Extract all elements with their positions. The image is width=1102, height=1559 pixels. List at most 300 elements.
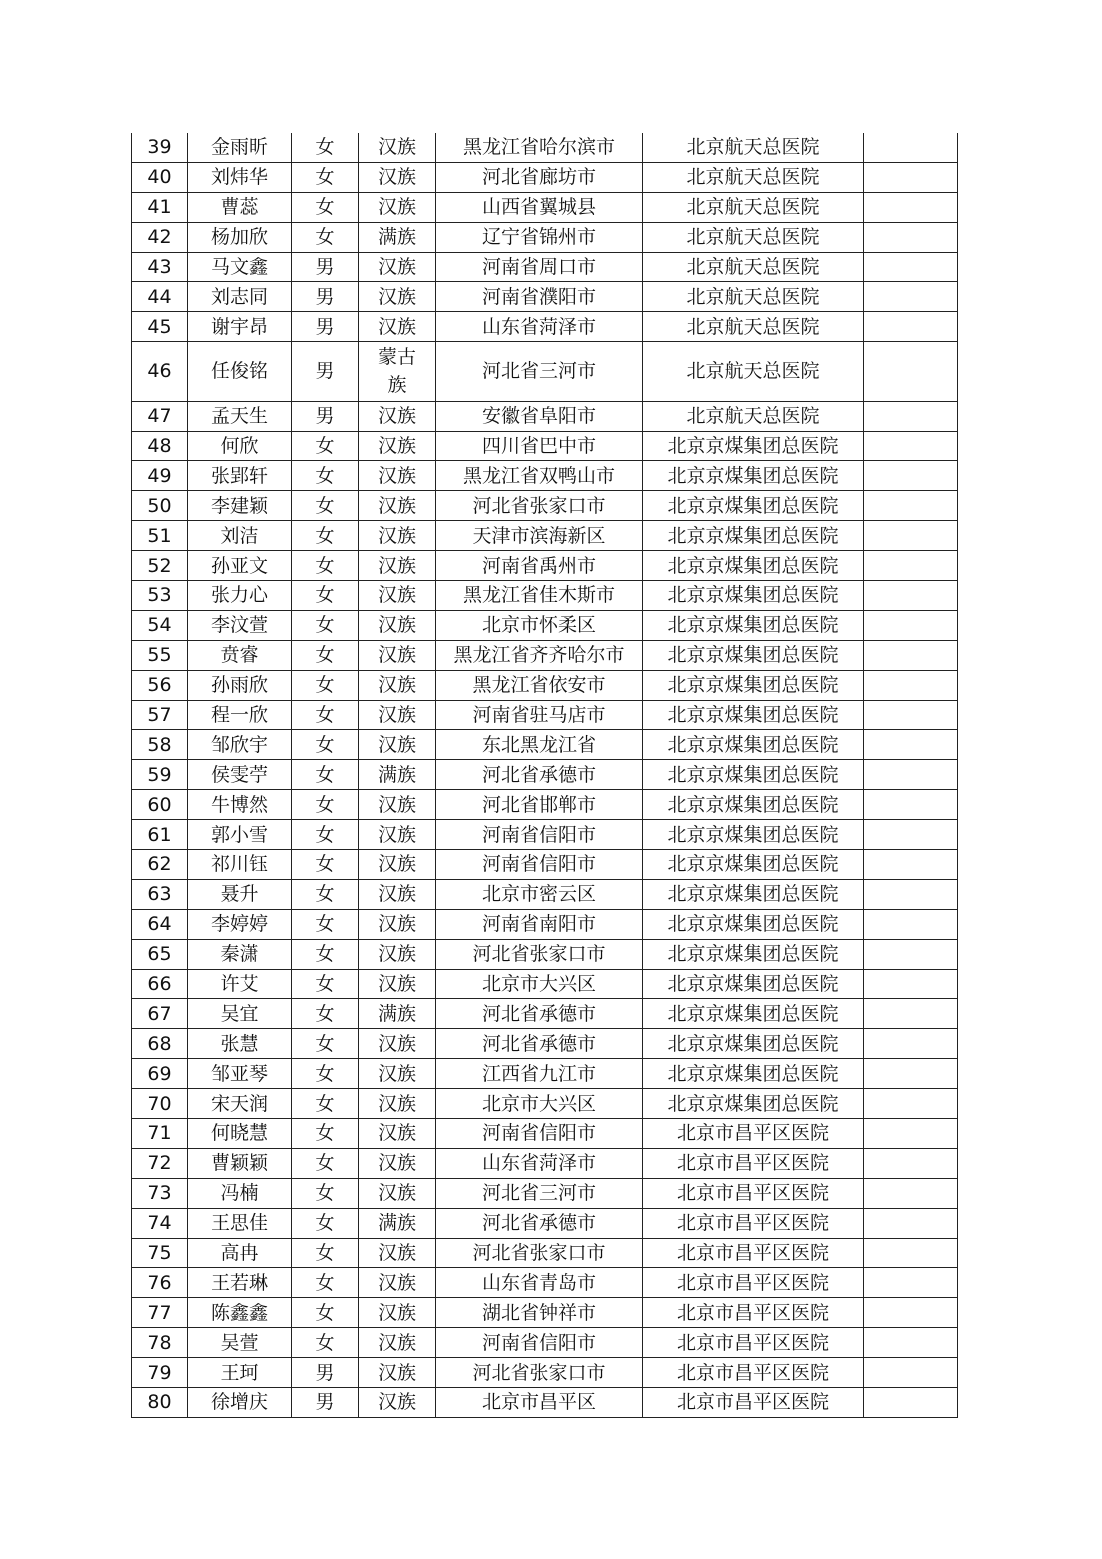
hospital-cell: 北京市昌平区医院 bbox=[643, 1148, 864, 1178]
table-row bbox=[132, 521, 958, 551]
table-row bbox=[132, 1358, 958, 1388]
note-cell bbox=[864, 879, 958, 909]
note-cell bbox=[864, 610, 958, 640]
note-cell bbox=[864, 909, 958, 939]
origin-cell: 河北省廊坊市 bbox=[436, 162, 643, 192]
gender-cell: 男 bbox=[292, 401, 359, 431]
ethnicity-cell: 汉族 bbox=[359, 252, 436, 282]
table-row bbox=[132, 969, 958, 999]
ethnicity-cell: 汉族 bbox=[359, 939, 436, 969]
ethnicity-cell: 汉族 bbox=[359, 431, 436, 461]
hospital-cell: 北京航天总医院 bbox=[643, 252, 864, 282]
row-number-cell: 58 bbox=[132, 730, 188, 760]
table-row bbox=[132, 790, 958, 820]
ethnicity-cell: 满族 bbox=[359, 222, 436, 252]
hospital-cell: 北京航天总医院 bbox=[643, 192, 864, 222]
gender-cell: 女 bbox=[292, 1119, 359, 1149]
hospital-cell: 北京京煤集团总医院 bbox=[643, 1059, 864, 1089]
ethnicity-cell: 汉族 bbox=[359, 521, 436, 551]
gender-cell: 女 bbox=[292, 670, 359, 700]
ethnicity-cell: 汉族 bbox=[359, 1238, 436, 1268]
ethnicity-cell: 汉族 bbox=[359, 610, 436, 640]
note-cell bbox=[864, 1358, 958, 1388]
hospital-cell: 北京京煤集团总医院 bbox=[643, 1029, 864, 1059]
origin-cell: 河北省张家口市 bbox=[436, 491, 643, 521]
ethnicity-cell: 汉族 bbox=[359, 1059, 436, 1089]
name-cell: 刘炜华 bbox=[188, 162, 292, 192]
note-cell bbox=[864, 939, 958, 969]
table-row bbox=[132, 999, 958, 1029]
row-number-cell: 46 bbox=[132, 342, 188, 401]
name-cell: 曹蕊 bbox=[188, 192, 292, 222]
name-cell: 程一欣 bbox=[188, 700, 292, 730]
name-cell: 侯雯苧 bbox=[188, 760, 292, 790]
note-cell bbox=[864, 1059, 958, 1089]
hospital-cell: 北京京煤集团总医院 bbox=[643, 610, 864, 640]
name-cell: 任俊铭 bbox=[188, 342, 292, 401]
table-row bbox=[132, 760, 958, 790]
name-cell: 李汶萱 bbox=[188, 610, 292, 640]
origin-cell: 河南省禹州市 bbox=[436, 551, 643, 581]
table-row bbox=[132, 431, 958, 461]
name-cell: 张力心 bbox=[188, 580, 292, 610]
roster-body bbox=[132, 133, 958, 1417]
name-cell: 张郢轩 bbox=[188, 461, 292, 491]
origin-cell: 河南省信阳市 bbox=[436, 849, 643, 879]
hospital-cell: 北京京煤集团总医院 bbox=[643, 431, 864, 461]
origin-cell: 东北黑龙江省 bbox=[436, 730, 643, 760]
row-number-cell: 79 bbox=[132, 1358, 188, 1388]
note-cell bbox=[864, 431, 958, 461]
note-cell bbox=[864, 521, 958, 551]
row-number-cell: 53 bbox=[132, 580, 188, 610]
row-number-cell: 77 bbox=[132, 1298, 188, 1328]
hospital-cell: 北京京煤集团总医院 bbox=[643, 790, 864, 820]
origin-cell: 北京市昌平区 bbox=[436, 1388, 643, 1418]
ethnicity-cell: 汉族 bbox=[359, 133, 436, 162]
gender-cell: 女 bbox=[292, 192, 359, 222]
table-row bbox=[132, 700, 958, 730]
ethnicity-cell: 汉族 bbox=[359, 312, 436, 342]
row-number-cell: 68 bbox=[132, 1029, 188, 1059]
note-cell bbox=[864, 969, 958, 999]
table-row bbox=[132, 1148, 958, 1178]
gender-cell: 女 bbox=[292, 879, 359, 909]
gender-cell: 女 bbox=[292, 222, 359, 252]
ethnicity-cell: 满族 bbox=[359, 760, 436, 790]
origin-cell: 河南省驻马店市 bbox=[436, 700, 643, 730]
ethnicity-cell: 汉族 bbox=[359, 1358, 436, 1388]
hospital-cell: 北京京煤集团总医院 bbox=[643, 700, 864, 730]
ethnicity-cell: 汉族 bbox=[359, 969, 436, 999]
table-row bbox=[132, 342, 958, 401]
name-cell: 马文鑫 bbox=[188, 252, 292, 282]
ethnicity-cell: 满族 bbox=[359, 999, 436, 1029]
table-row bbox=[132, 252, 958, 282]
row-number-cell: 39 bbox=[132, 133, 188, 162]
gender-cell: 女 bbox=[292, 580, 359, 610]
ethnicity-cell: 满族 bbox=[359, 1208, 436, 1238]
name-cell: 何欣 bbox=[188, 431, 292, 461]
hospital-cell: 北京京煤集团总医院 bbox=[643, 580, 864, 610]
note-cell bbox=[864, 730, 958, 760]
ethnicity-cell: 汉族 bbox=[359, 700, 436, 730]
name-cell: 孙亚文 bbox=[188, 551, 292, 581]
ethnicity-cell: 汉族 bbox=[359, 1089, 436, 1119]
note-cell bbox=[864, 1119, 958, 1149]
origin-cell: 四川省巴中市 bbox=[436, 431, 643, 461]
name-cell: 许艾 bbox=[188, 969, 292, 999]
table-row bbox=[132, 1298, 958, 1328]
note-cell bbox=[864, 551, 958, 581]
note-cell bbox=[864, 1029, 958, 1059]
hospital-cell: 北京市昌平区医院 bbox=[643, 1238, 864, 1268]
hospital-cell: 北京京煤集团总医院 bbox=[643, 491, 864, 521]
table-row bbox=[132, 312, 958, 342]
row-number-cell: 66 bbox=[132, 969, 188, 999]
name-cell: 孙雨欣 bbox=[188, 670, 292, 700]
note-cell bbox=[864, 580, 958, 610]
gender-cell: 女 bbox=[292, 1208, 359, 1238]
hospital-cell: 北京京煤集团总医院 bbox=[643, 521, 864, 551]
gender-cell: 女 bbox=[292, 162, 359, 192]
row-number-cell: 67 bbox=[132, 999, 188, 1029]
note-cell bbox=[864, 133, 958, 162]
row-number-cell: 42 bbox=[132, 222, 188, 252]
table-row bbox=[132, 551, 958, 581]
ethnicity-cell: 汉族 bbox=[359, 282, 436, 312]
origin-cell: 河北省邯郸市 bbox=[436, 790, 643, 820]
note-cell bbox=[864, 1298, 958, 1328]
gender-cell: 女 bbox=[292, 1059, 359, 1089]
gender-cell: 男 bbox=[292, 1358, 359, 1388]
ethnicity-cell: 汉族 bbox=[359, 461, 436, 491]
gender-cell: 女 bbox=[292, 1089, 359, 1119]
row-number-cell: 74 bbox=[132, 1208, 188, 1238]
hospital-cell: 北京京煤集团总医院 bbox=[643, 820, 864, 850]
row-number-cell: 61 bbox=[132, 820, 188, 850]
name-cell: 金雨昕 bbox=[188, 133, 292, 162]
gender-cell: 女 bbox=[292, 1268, 359, 1298]
gender-cell: 女 bbox=[292, 133, 359, 162]
note-cell bbox=[864, 700, 958, 730]
gender-cell: 女 bbox=[292, 999, 359, 1029]
gender-cell: 女 bbox=[292, 939, 359, 969]
gender-cell: 女 bbox=[292, 700, 359, 730]
origin-cell: 北京市密云区 bbox=[436, 879, 643, 909]
gender-cell: 女 bbox=[292, 790, 359, 820]
origin-cell: 河北省三河市 bbox=[436, 1178, 643, 1208]
note-cell bbox=[864, 1178, 958, 1208]
row-number-cell: 80 bbox=[132, 1388, 188, 1418]
note-cell bbox=[864, 820, 958, 850]
table-row bbox=[132, 1119, 958, 1149]
ethnicity-cell: 汉族 bbox=[359, 491, 436, 521]
name-cell: 吴宜 bbox=[188, 999, 292, 1029]
name-cell: 贲睿 bbox=[188, 640, 292, 670]
gender-cell: 男 bbox=[292, 282, 359, 312]
name-cell: 宋天润 bbox=[188, 1089, 292, 1119]
hospital-cell: 北京京煤集团总医院 bbox=[643, 551, 864, 581]
origin-cell: 河南省信阳市 bbox=[436, 820, 643, 850]
note-cell bbox=[864, 790, 958, 820]
origin-cell: 河北省张家口市 bbox=[436, 1358, 643, 1388]
note-cell bbox=[864, 401, 958, 431]
name-cell: 王珂 bbox=[188, 1358, 292, 1388]
name-cell: 刘志同 bbox=[188, 282, 292, 312]
gender-cell: 男 bbox=[292, 252, 359, 282]
hospital-cell: 北京市昌平区医院 bbox=[643, 1119, 864, 1149]
gender-cell: 女 bbox=[292, 610, 359, 640]
name-cell: 陈鑫鑫 bbox=[188, 1298, 292, 1328]
gender-cell: 女 bbox=[292, 909, 359, 939]
origin-cell: 北京市大兴区 bbox=[436, 969, 643, 999]
hospital-cell: 北京市昌平区医院 bbox=[643, 1298, 864, 1328]
note-cell bbox=[864, 252, 958, 282]
gender-cell: 女 bbox=[292, 1298, 359, 1328]
origin-cell: 北京市怀柔区 bbox=[436, 610, 643, 640]
ethnicity-cell: 汉族 bbox=[359, 1119, 436, 1149]
origin-cell: 河南省周口市 bbox=[436, 252, 643, 282]
table-row bbox=[132, 820, 958, 850]
hospital-cell: 北京航天总医院 bbox=[643, 162, 864, 192]
row-number-cell: 59 bbox=[132, 760, 188, 790]
hospital-cell: 北京市昌平区医院 bbox=[643, 1388, 864, 1418]
origin-cell: 河北省承德市 bbox=[436, 1029, 643, 1059]
row-number-cell: 56 bbox=[132, 670, 188, 700]
gender-cell: 男 bbox=[292, 1388, 359, 1418]
gender-cell: 女 bbox=[292, 431, 359, 461]
row-number-cell: 72 bbox=[132, 1148, 188, 1178]
row-number-cell: 57 bbox=[132, 700, 188, 730]
note-cell bbox=[864, 1328, 958, 1358]
ethnicity-cell: 汉族 bbox=[359, 1029, 436, 1059]
hospital-cell: 北京京煤集团总医院 bbox=[643, 969, 864, 999]
origin-cell: 河北省张家口市 bbox=[436, 1238, 643, 1268]
row-number-cell: 48 bbox=[132, 431, 188, 461]
ethnicity-cell: 汉族 bbox=[359, 909, 436, 939]
origin-cell: 河北省三河市 bbox=[436, 342, 643, 401]
table-row bbox=[132, 879, 958, 909]
origin-cell: 河南省信阳市 bbox=[436, 1328, 643, 1358]
origin-cell: 江西省九江市 bbox=[436, 1059, 643, 1089]
table-row bbox=[132, 401, 958, 431]
origin-cell: 安徽省阜阳市 bbox=[436, 401, 643, 431]
row-number-cell: 64 bbox=[132, 909, 188, 939]
origin-cell: 河南省濮阳市 bbox=[436, 282, 643, 312]
name-cell: 冯楠 bbox=[188, 1178, 292, 1208]
name-cell: 王思佳 bbox=[188, 1208, 292, 1238]
gender-cell: 男 bbox=[292, 312, 359, 342]
origin-cell: 山东省菏泽市 bbox=[436, 312, 643, 342]
hospital-cell: 北京京煤集团总医院 bbox=[643, 909, 864, 939]
table-row bbox=[132, 162, 958, 192]
table-row bbox=[132, 1178, 958, 1208]
row-number-cell: 50 bbox=[132, 491, 188, 521]
origin-cell: 天津市滨海新区 bbox=[436, 521, 643, 551]
row-number-cell: 51 bbox=[132, 521, 188, 551]
origin-cell: 北京市大兴区 bbox=[436, 1089, 643, 1119]
origin-cell: 河南省南阳市 bbox=[436, 909, 643, 939]
hospital-cell: 北京京煤集团总医院 bbox=[643, 760, 864, 790]
row-number-cell: 43 bbox=[132, 252, 188, 282]
name-cell: 孟天生 bbox=[188, 401, 292, 431]
table-row bbox=[132, 461, 958, 491]
gender-cell: 女 bbox=[292, 461, 359, 491]
gender-cell: 女 bbox=[292, 1029, 359, 1059]
hospital-cell: 北京航天总医院 bbox=[643, 401, 864, 431]
row-number-cell: 71 bbox=[132, 1119, 188, 1149]
row-number-cell: 47 bbox=[132, 401, 188, 431]
table-row bbox=[132, 640, 958, 670]
hospital-cell: 北京京煤集团总医院 bbox=[643, 879, 864, 909]
gender-cell: 女 bbox=[292, 1238, 359, 1268]
ethnicity-cell: 汉族 bbox=[359, 730, 436, 760]
note-cell bbox=[864, 1148, 958, 1178]
ethnicity-cell: 汉族 bbox=[359, 670, 436, 700]
note-cell bbox=[864, 849, 958, 879]
table-row bbox=[132, 1089, 958, 1119]
name-cell: 杨加欣 bbox=[188, 222, 292, 252]
note-cell bbox=[864, 342, 958, 401]
hospital-cell: 北京市昌平区医院 bbox=[643, 1328, 864, 1358]
hospital-cell: 北京京煤集团总医院 bbox=[643, 670, 864, 700]
roster-table bbox=[131, 133, 958, 1418]
ethnicity-cell: 汉族 bbox=[359, 401, 436, 431]
note-cell bbox=[864, 1238, 958, 1268]
name-cell: 高冉 bbox=[188, 1238, 292, 1268]
table-row bbox=[132, 580, 958, 610]
row-number-cell: 54 bbox=[132, 610, 188, 640]
origin-cell: 山西省翼城县 bbox=[436, 192, 643, 222]
hospital-cell: 北京京煤集团总医院 bbox=[643, 730, 864, 760]
hospital-cell: 北京京煤集团总医院 bbox=[643, 939, 864, 969]
row-number-cell: 45 bbox=[132, 312, 188, 342]
gender-cell: 女 bbox=[292, 1148, 359, 1178]
row-number-cell: 55 bbox=[132, 640, 188, 670]
name-cell: 牛博然 bbox=[188, 790, 292, 820]
table-row bbox=[132, 909, 958, 939]
row-number-cell: 65 bbox=[132, 939, 188, 969]
row-number-cell: 40 bbox=[132, 162, 188, 192]
origin-cell: 黑龙江省齐齐哈尔市 bbox=[436, 640, 643, 670]
table-row bbox=[132, 133, 958, 162]
table-row bbox=[132, 1059, 958, 1089]
gender-cell: 男 bbox=[292, 342, 359, 401]
row-number-cell: 73 bbox=[132, 1178, 188, 1208]
note-cell bbox=[864, 1208, 958, 1238]
table-row bbox=[132, 222, 958, 252]
note-cell bbox=[864, 222, 958, 252]
note-cell bbox=[864, 282, 958, 312]
row-number-cell: 49 bbox=[132, 461, 188, 491]
origin-cell: 山东省菏泽市 bbox=[436, 1148, 643, 1178]
row-number-cell: 44 bbox=[132, 282, 188, 312]
note-cell bbox=[864, 162, 958, 192]
table-row bbox=[132, 1268, 958, 1298]
gender-cell: 女 bbox=[292, 730, 359, 760]
ethnicity-cell: 汉族 bbox=[359, 162, 436, 192]
ethnicity-cell: 汉族 bbox=[359, 1328, 436, 1358]
row-number-cell: 52 bbox=[132, 551, 188, 581]
table-row bbox=[132, 1328, 958, 1358]
origin-cell: 黑龙江省佳木斯市 bbox=[436, 580, 643, 610]
ethnicity-cell: 汉族 bbox=[359, 640, 436, 670]
table-row bbox=[132, 1029, 958, 1059]
origin-cell: 黑龙江省双鸭山市 bbox=[436, 461, 643, 491]
ethnicity-cell: 汉族 bbox=[359, 1178, 436, 1208]
hospital-cell: 北京市昌平区医院 bbox=[643, 1178, 864, 1208]
ethnicity-cell: 汉族 bbox=[359, 849, 436, 879]
row-number-cell: 70 bbox=[132, 1089, 188, 1119]
name-cell: 邹欣宇 bbox=[188, 730, 292, 760]
gender-cell: 女 bbox=[292, 969, 359, 999]
table-row bbox=[132, 1208, 958, 1238]
origin-cell: 黑龙江省哈尔滨市 bbox=[436, 133, 643, 162]
row-number-cell: 62 bbox=[132, 849, 188, 879]
origin-cell: 山东省青岛市 bbox=[436, 1268, 643, 1298]
hospital-cell: 北京京煤集团总医院 bbox=[643, 1089, 864, 1119]
gender-cell: 女 bbox=[292, 640, 359, 670]
note-cell bbox=[864, 670, 958, 700]
note-cell bbox=[864, 1089, 958, 1119]
ethnicity-cell: 汉族 bbox=[359, 820, 436, 850]
table-row bbox=[132, 192, 958, 222]
name-cell: 何晓慧 bbox=[188, 1119, 292, 1149]
name-cell: 曹颖颖 bbox=[188, 1148, 292, 1178]
name-cell: 祁川钰 bbox=[188, 849, 292, 879]
ethnicity-cell: 汉族 bbox=[359, 551, 436, 581]
note-cell bbox=[864, 491, 958, 521]
gender-cell: 女 bbox=[292, 1328, 359, 1358]
table-row bbox=[132, 849, 958, 879]
name-cell: 刘洁 bbox=[188, 521, 292, 551]
gender-cell: 女 bbox=[292, 760, 359, 790]
note-cell bbox=[864, 1388, 958, 1418]
row-number-cell: 75 bbox=[132, 1238, 188, 1268]
hospital-cell: 北京航天总医院 bbox=[643, 222, 864, 252]
ethnicity-cell: 汉族 bbox=[359, 1268, 436, 1298]
name-cell: 郭小雪 bbox=[188, 820, 292, 850]
hospital-cell: 北京京煤集团总医院 bbox=[643, 849, 864, 879]
name-cell: 聂升 bbox=[188, 879, 292, 909]
ethnicity-cell: 汉族 bbox=[359, 1388, 436, 1418]
name-cell: 张慧 bbox=[188, 1029, 292, 1059]
name-cell: 李婷婷 bbox=[188, 909, 292, 939]
hospital-cell: 北京航天总医院 bbox=[643, 282, 864, 312]
name-cell: 李建颖 bbox=[188, 491, 292, 521]
table-row bbox=[132, 610, 958, 640]
hospital-cell: 北京京煤集团总医院 bbox=[643, 999, 864, 1029]
note-cell bbox=[864, 999, 958, 1029]
table-row bbox=[132, 939, 958, 969]
row-number-cell: 69 bbox=[132, 1059, 188, 1089]
origin-cell: 湖北省钟祥市 bbox=[436, 1298, 643, 1328]
origin-cell: 河南省信阳市 bbox=[436, 1119, 643, 1149]
gender-cell: 女 bbox=[292, 551, 359, 581]
name-cell: 徐增庆 bbox=[188, 1388, 292, 1418]
hospital-cell: 北京市昌平区医院 bbox=[643, 1358, 864, 1388]
table-row bbox=[132, 282, 958, 312]
origin-cell: 辽宁省锦州市 bbox=[436, 222, 643, 252]
hospital-cell: 北京京煤集团总医院 bbox=[643, 640, 864, 670]
ethnicity-cell: 汉族 bbox=[359, 192, 436, 222]
ethnicity-cell: 汉族 bbox=[359, 1298, 436, 1328]
hospital-cell: 北京市昌平区医院 bbox=[643, 1208, 864, 1238]
name-cell: 王若琳 bbox=[188, 1268, 292, 1298]
ethnicity-cell: 汉族 bbox=[359, 580, 436, 610]
ethnicity-cell: 汉族 bbox=[359, 1148, 436, 1178]
